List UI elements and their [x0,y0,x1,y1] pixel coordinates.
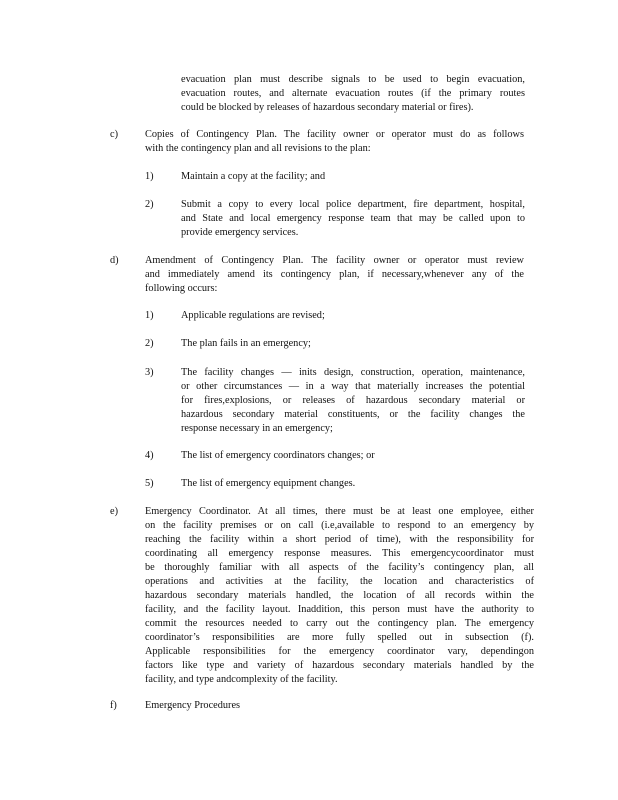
text-line: evacuation routes, and alternate evacuation routes (if the primary routes [181,88,525,99]
text-line: Amendment of Contingency Plan. The facility owner or operator must review [145,255,524,266]
section-c-item-1-marker: 1) [145,171,154,182]
text-line: facility, and type andcomplexity of the facility. [145,674,338,685]
text-line: with the contingency plan and all revisions to the plan: [145,143,371,154]
section-d-item-2 [181,337,525,351]
section-f-heading [145,699,345,713]
text-line: commit the resources needed to carry out the contingency plan. The emergency [145,618,534,629]
text-line: Emergency Procedures [145,700,241,711]
section-c-marker: c) [110,129,118,140]
text-line: facility, and the facility layout. Inaddition, this person must have the authority to [145,604,534,615]
section-d-item-5 [181,477,525,491]
text-line: be thoroughly familiar with all aspects of the facility’s contingency plan, all [145,562,534,573]
section-d-item-4-marker: 4) [145,450,154,461]
section-d-paragraph [145,254,524,296]
section-d-item-4 [181,449,525,463]
text-line: factors like type and variety of hazardous secondary materials handled by the [145,660,534,671]
text-line: Maintain a copy at the facility; and [181,171,326,182]
section-d-item-3-marker: 3) [145,367,154,378]
intro-paragraph [181,73,525,115]
section-c-item-1 [181,170,525,184]
text-line: The facility changes — inits design, construction, operation, maintenance, [181,367,525,378]
text-line: and State and local emergency response team that may be called upon to [181,213,525,224]
text-line: and immediately amend its contingency plan, if necessary,whenever any of the [145,269,524,280]
text-line: for fires,explosions, or releases of hazardous secondary material or [181,395,525,406]
text-line: could be blocked by releases of hazardous secondary material or fires). [181,102,474,113]
section-d-item-3 [181,366,525,436]
text-line: The list of emergency coordinators changes; or [181,450,375,461]
section-d-item-5-marker: 5) [145,478,154,489]
text-line: following occurs: [145,283,218,294]
text-line: Applicable responsibilities for the emergency coordinator vary, dependingon [145,646,534,657]
section-e-paragraph [145,505,534,687]
section-d-marker: d) [110,255,119,266]
section-c-paragraph [145,128,524,156]
text-line: or other circumstances — in a way that materially increases the potential [181,381,525,392]
section-c-item-2-marker: 2) [145,199,154,210]
text-line: response necessary in an emergency; [181,423,333,434]
section-f-marker: f) [110,700,117,711]
text-line: Submit a copy to every local police department, fire department, hospital, [181,199,525,210]
section-e-marker: e) [110,506,118,517]
text-line: hazardous secondary materials handled, the location of all records within the [145,590,534,601]
section-d-item-1 [181,309,525,323]
text-line: hazardous secondary material constituents, or the facility changes the [181,409,525,420]
text-line: Emergency Coordinator. At all times, there must be at least one employee, either [145,506,534,517]
section-d-item-1-marker: 1) [145,310,154,321]
text-line: on the facility premises or on call (i.e,available to respond to an emergency by [145,520,534,531]
section-d-item-2-marker: 2) [145,338,154,349]
text-line: operations and activities at the facility, the location and characteristics of [145,576,534,587]
text-line: Copies of Contingency Plan. The facility owner or operator must do as follows [145,129,524,140]
text-line: Applicable regulations are revised; [181,310,325,321]
section-c-item-2 [181,198,525,240]
text-line: The list of emergency equipment changes. [181,478,356,489]
text-line: coordinator’s responsibilities are more fully spelled out in subsection (f). [145,632,534,643]
text-line: evacuation plan must describe signals to be used to begin evacuation, [181,74,525,85]
text-line: coordinating all emergency response measures. This emergencycoordinator must [145,548,534,559]
text-line: provide emergency services. [181,227,299,238]
text-line: reaching the facility within a short period of time), with the responsibility for [145,534,534,545]
text-line: The plan fails in an emergency; [181,338,311,349]
